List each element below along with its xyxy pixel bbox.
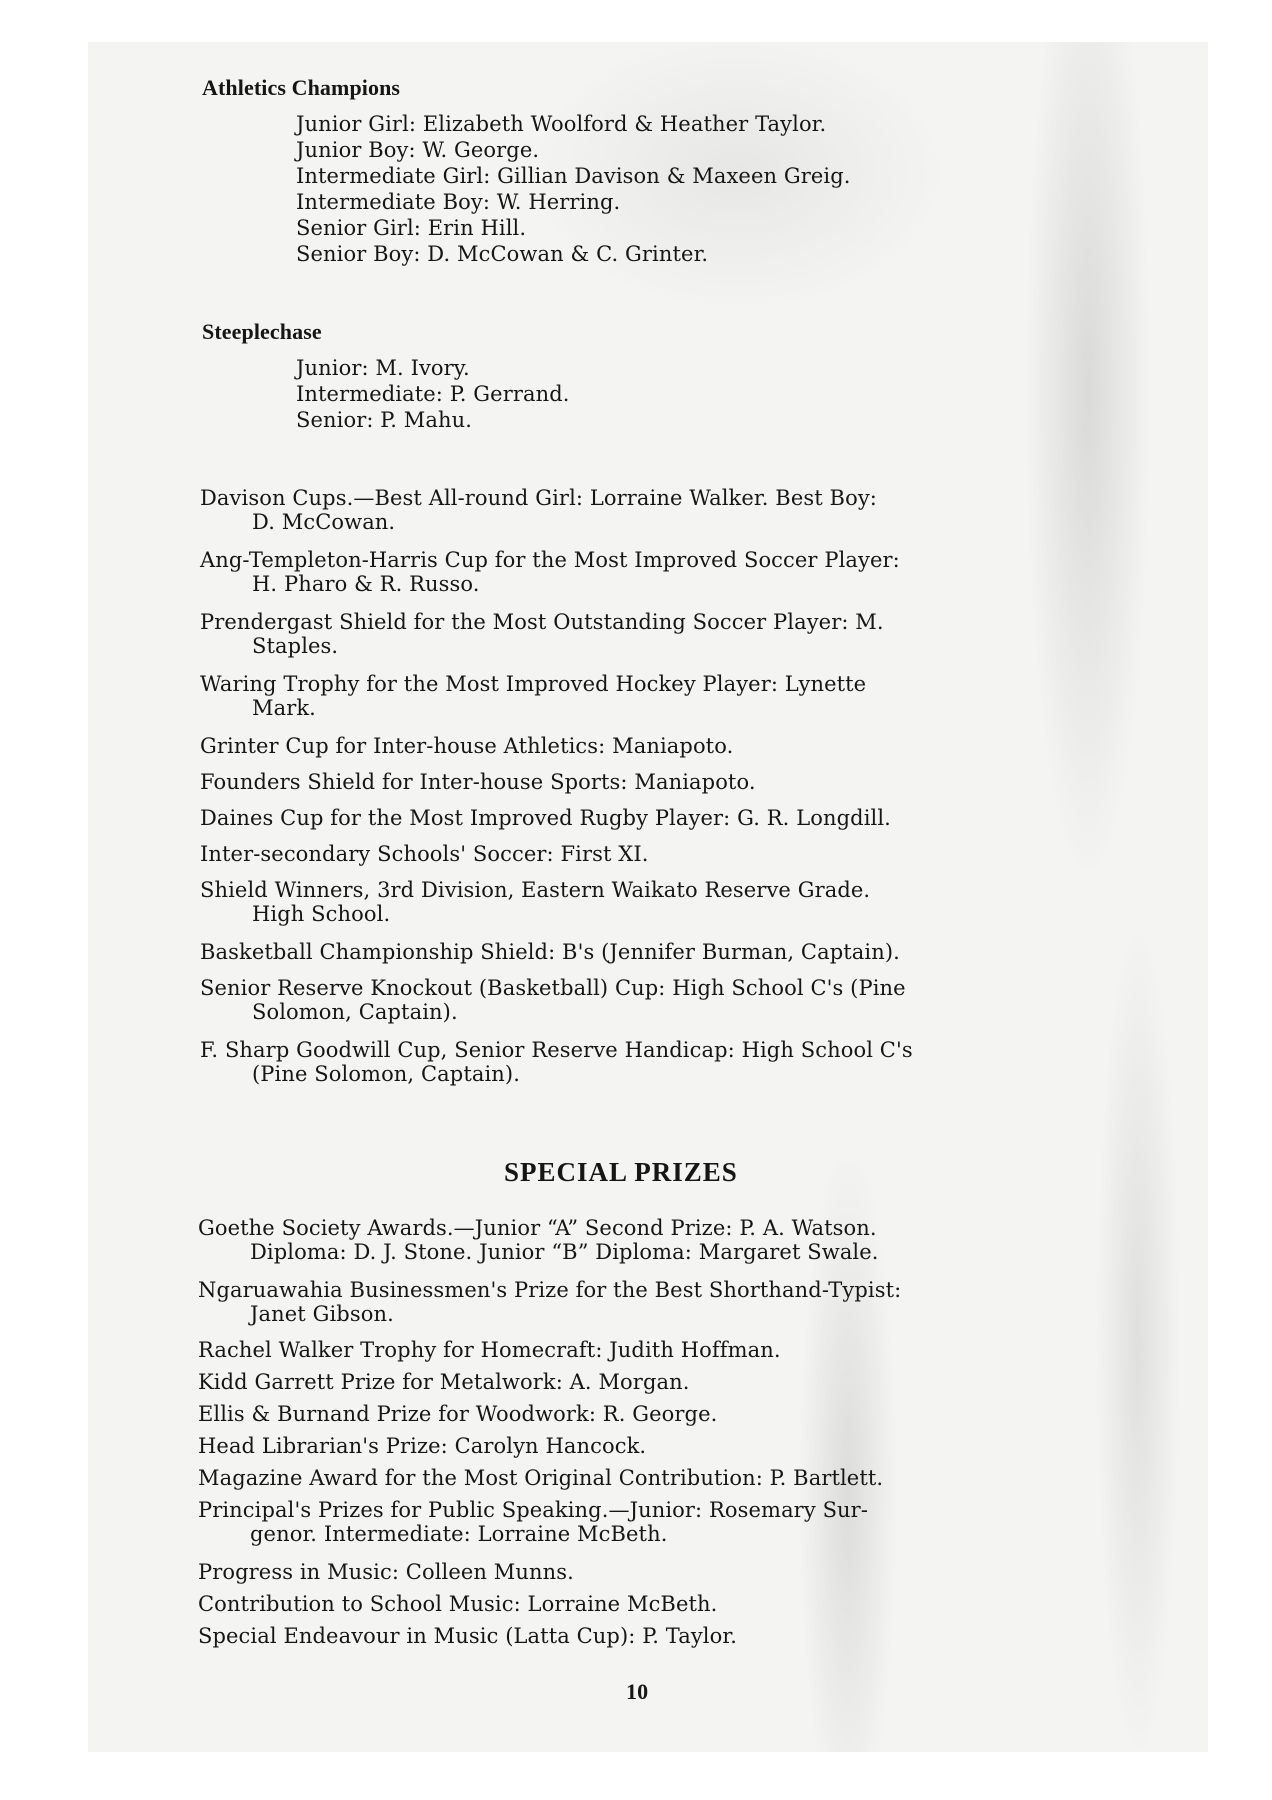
award-text: Ang-Templeton-Harris Cup for the Most Improved Soccer Player: [200, 548, 900, 572]
award-entry [200, 1038, 1085, 1086]
prize-text: Principal's Prizes for Public Speaking.—Junior: Rosemary Sur- [198, 1498, 869, 1522]
athletics-item: Junior Girl: Elizabeth Woolford & Heather Taylor. [296, 112, 827, 136]
award-text: Shield Winners, 3rd Division, Eastern Waikato Reserve Grade. [200, 878, 871, 902]
prize-entry: Rachel Walker Trophy for Homecraft: Judith Hoffman. [198, 1338, 781, 1362]
award-entry: Basketball Championship Shield: B's (Jennifer Burman, Captain). [200, 940, 900, 964]
prize-entry: Special Endeavour in Music (Latta Cup): P. Taylor. [198, 1624, 737, 1648]
prize-text-continued: genor. Intermediate: Lorraine McBeth. [250, 1522, 668, 1546]
prize-text: Ngaruawahia Businessmen's Prize for the Best Shorthand-Typist: [198, 1278, 902, 1302]
prize-text-continued: Diploma: D. J. Stone. Junior “B” Diploma: Margaret Swale. [250, 1240, 879, 1264]
award-entry: Grinter Cup for Inter-house Athletics: Maniapoto. [200, 734, 734, 758]
steeplechase-item: Intermediate: P. Gerrand. [296, 382, 570, 406]
prize-entry: Head Librarian's Prize: Carolyn Hancock. [198, 1434, 647, 1458]
award-entry [200, 878, 1085, 926]
award-entry [200, 610, 1085, 658]
steeplechase-item: Senior: P. Mahu. [296, 408, 473, 432]
prize-entry [198, 1278, 1083, 1326]
prize-text-continued: Janet Gibson. [250, 1302, 394, 1326]
athletics-item: Senior Girl: Erin Hill. [296, 216, 527, 240]
award-entry: Inter-secondary Schools' Soccer: First XI. [200, 842, 649, 866]
award-text-continued: Staples. [252, 634, 339, 658]
award-text: F. Sharp Goodwill Cup, Senior Reserve Handicap: High School C's [200, 1038, 913, 1062]
award-text-continued: D. McCowan. [252, 510, 396, 534]
athletics-item: Senior Boy: D. McCowan & C. Grinter. [296, 242, 709, 266]
award-text-continued: High School. [252, 902, 391, 926]
steeplechase-item: Junior: M. Ivory. [296, 356, 470, 380]
award-text: Senior Reserve Knockout (Basketball) Cup: High School C's (Pine [200, 976, 906, 1000]
award-entry [200, 976, 1085, 1024]
athletics-item: Intermediate Girl: Gillian Davison & Maxeen Greig. [296, 164, 851, 188]
award-text: Prendergast Shield for the Most Outstanding Soccer Player: M. [200, 610, 884, 634]
special-prizes-title: SPECIAL PRIZES [504, 1157, 738, 1187]
prize-entry [198, 1498, 1083, 1546]
award-entry [200, 548, 1085, 596]
award-entry [200, 486, 1085, 534]
athletics-heading: Athletics Champions [202, 75, 401, 100]
prize-text: Goethe Society Awards.—Junior “A” Second Prize: P. A. Watson. [198, 1216, 877, 1240]
award-text-continued: (Pine Solomon, Captain). [252, 1062, 520, 1086]
award-text-continued: H. Pharo & R. Russo. [252, 572, 480, 596]
award-entry: Founders Shield for Inter-house Sports: Maniapoto. [200, 770, 756, 794]
steeplechase-heading: Steeplechase [202, 319, 322, 344]
award-entry: Daines Cup for the Most Improved Rugby Player: G. R. Longdill. [200, 806, 891, 830]
athletics-item: Intermediate Boy: W. Herring. [296, 190, 621, 214]
prize-entry [198, 1216, 1083, 1264]
prize-entry: Contribution to School Music: Lorraine McBeth. [198, 1592, 718, 1616]
award-text: Davison Cups.—Best All-round Girl: Lorraine Walker. Best Boy: [200, 486, 877, 510]
award-text-continued: Solomon, Captain). [252, 1000, 458, 1024]
prize-entry: Progress in Music: Colleen Munns. [198, 1560, 574, 1584]
prize-entry: Magazine Award for the Most Original Contribution: P. Bartlett. [198, 1466, 884, 1490]
prize-entry: Kidd Garrett Prize for Metalwork: A. Morgan. [198, 1370, 690, 1394]
athletics-item: Junior Boy: W. George. [296, 138, 540, 162]
award-entry [200, 672, 1085, 720]
award-text: Waring Trophy for the Most Improved Hockey Player: Lynette [200, 672, 867, 696]
page-number: 10 [626, 1679, 649, 1704]
prize-entry: Ellis & Burnand Prize for Woodwork: R. George. [198, 1402, 718, 1426]
award-text-continued: Mark. [252, 696, 316, 720]
